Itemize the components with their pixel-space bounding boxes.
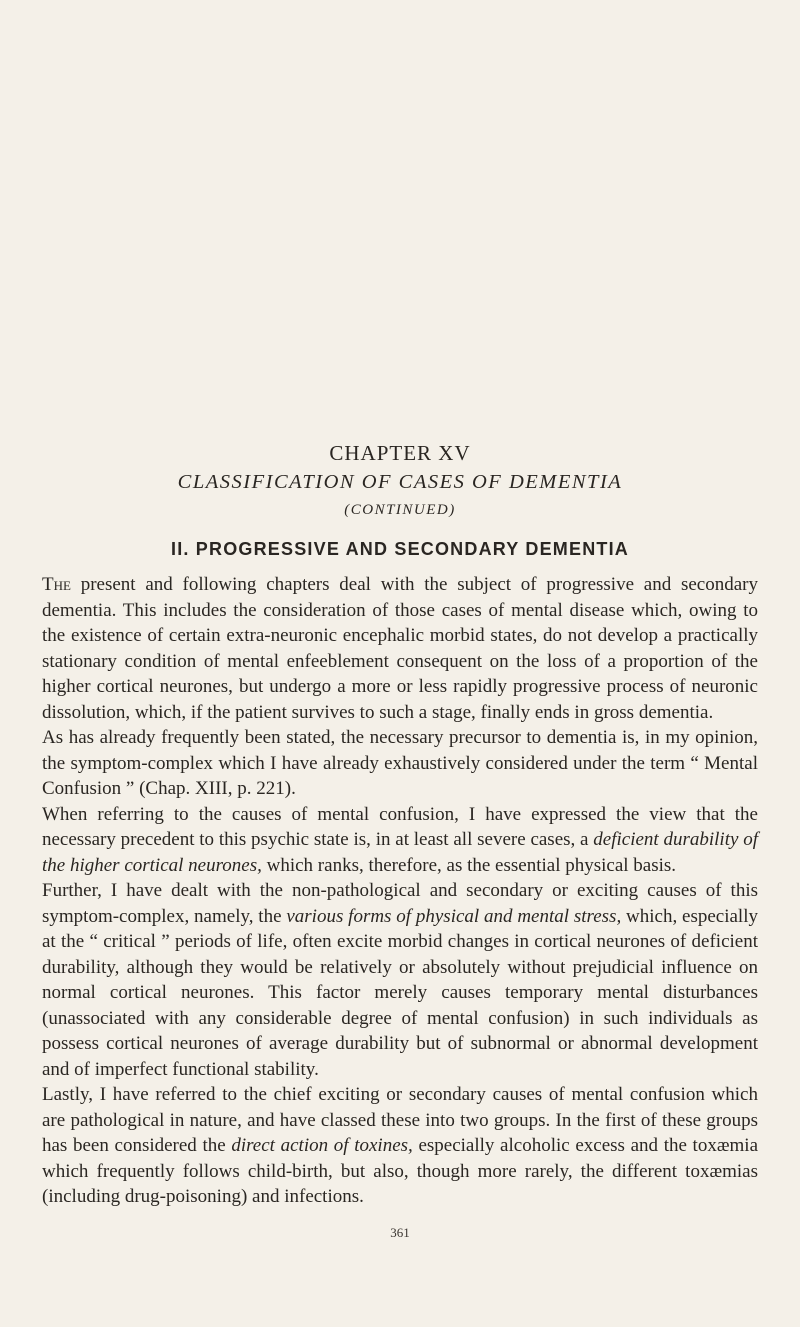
paragraph-4-text-before: Further, I have dealt with the non-pathological and secondary or exciting causes of this symptom-complex, namely, the xyxy=(42,880,758,927)
chapter-heading: CHAPTER XV xyxy=(329,441,471,465)
paragraph-2: As has already frequently been stated, the necessary precursor to dementia is, in my opinion, the symptom-complex which I have already exhaustively considered under the term “ Mental Confusion ” (Chap. XIII, p. 221). xyxy=(42,727,758,799)
paragraph-4 xyxy=(42,878,758,1082)
paragraph-1 xyxy=(42,572,758,725)
paragraph-3-text-after: which ranks, therefore, as the essential physical basis. xyxy=(261,854,677,876)
chapter-subtitle: (CONTINUED) xyxy=(344,502,456,518)
paragraph-1-lead-word: The xyxy=(42,574,71,595)
paragraph-1-text: present and following chapters deal with the subject of progressive and secondary dementia. This includes the consideration of those cases of mental disease which, owing to the existence of certain extra-neuronic encephalic morbid states, do not develop a practically stationary condition of mental enfeeblement consequent on the loss of a proportion of the higher cortical neurones, but undergo a more or less rapidly progressive process of neuronic dissolution, which, if the patient survives to such a stage, finally ends in gross dementia. xyxy=(42,574,758,723)
page-number: 361 xyxy=(390,1225,410,1240)
body-text xyxy=(42,572,758,1210)
paragraph-3 xyxy=(42,802,758,879)
section-heading: II. PROGRESSIVE AND SECONDARY DEMENTIA xyxy=(171,539,629,559)
paragraph-3-emphasis: deficient durability of the higher cortical neurones, xyxy=(42,829,758,876)
paragraph-4-emphasis: various forms of physical and mental stress, xyxy=(286,905,622,927)
paragraph-5-text-before: Lastly, I have referred to the chief exciting or secondary causes of mental confusion which are pathological in nature, and have classed these into two groups. In the first of these groups has been considered the xyxy=(42,1084,758,1156)
paragraph-5-text-after: especially alcoholic excess and the toxæmia which frequently follows child-birth, but also, though more rarely, the different toxæmias (including drug-poisoning) and infections. xyxy=(42,1135,758,1207)
paragraph-3-text-before: When referring to the causes of mental confusion, I have expressed the view that the necessary precedent to this psychic state is, in at least all severe cases, a xyxy=(42,803,758,850)
paragraph-5 xyxy=(42,1082,758,1210)
paragraph-4-text-after: which, especially at the “ critical ” periods of life, often excite morbid changes in cortical neurones of deficient durability, although they would be relatively or absolutely without prejudicial influence on normal cortical neurones. This factor merely causes temporary mental disturbances (unassociated with any considerable degree of mental confusion) in such individuals as possess cortical neurones of average durability but of subnormal or abnormal development and of imperfect functional stability. xyxy=(42,905,758,1080)
paragraph-5-emphasis: direct action of toxines, xyxy=(231,1135,413,1156)
chapter-title: CLASSIFICATION OF CASES OF DEMENTIA xyxy=(177,471,623,493)
